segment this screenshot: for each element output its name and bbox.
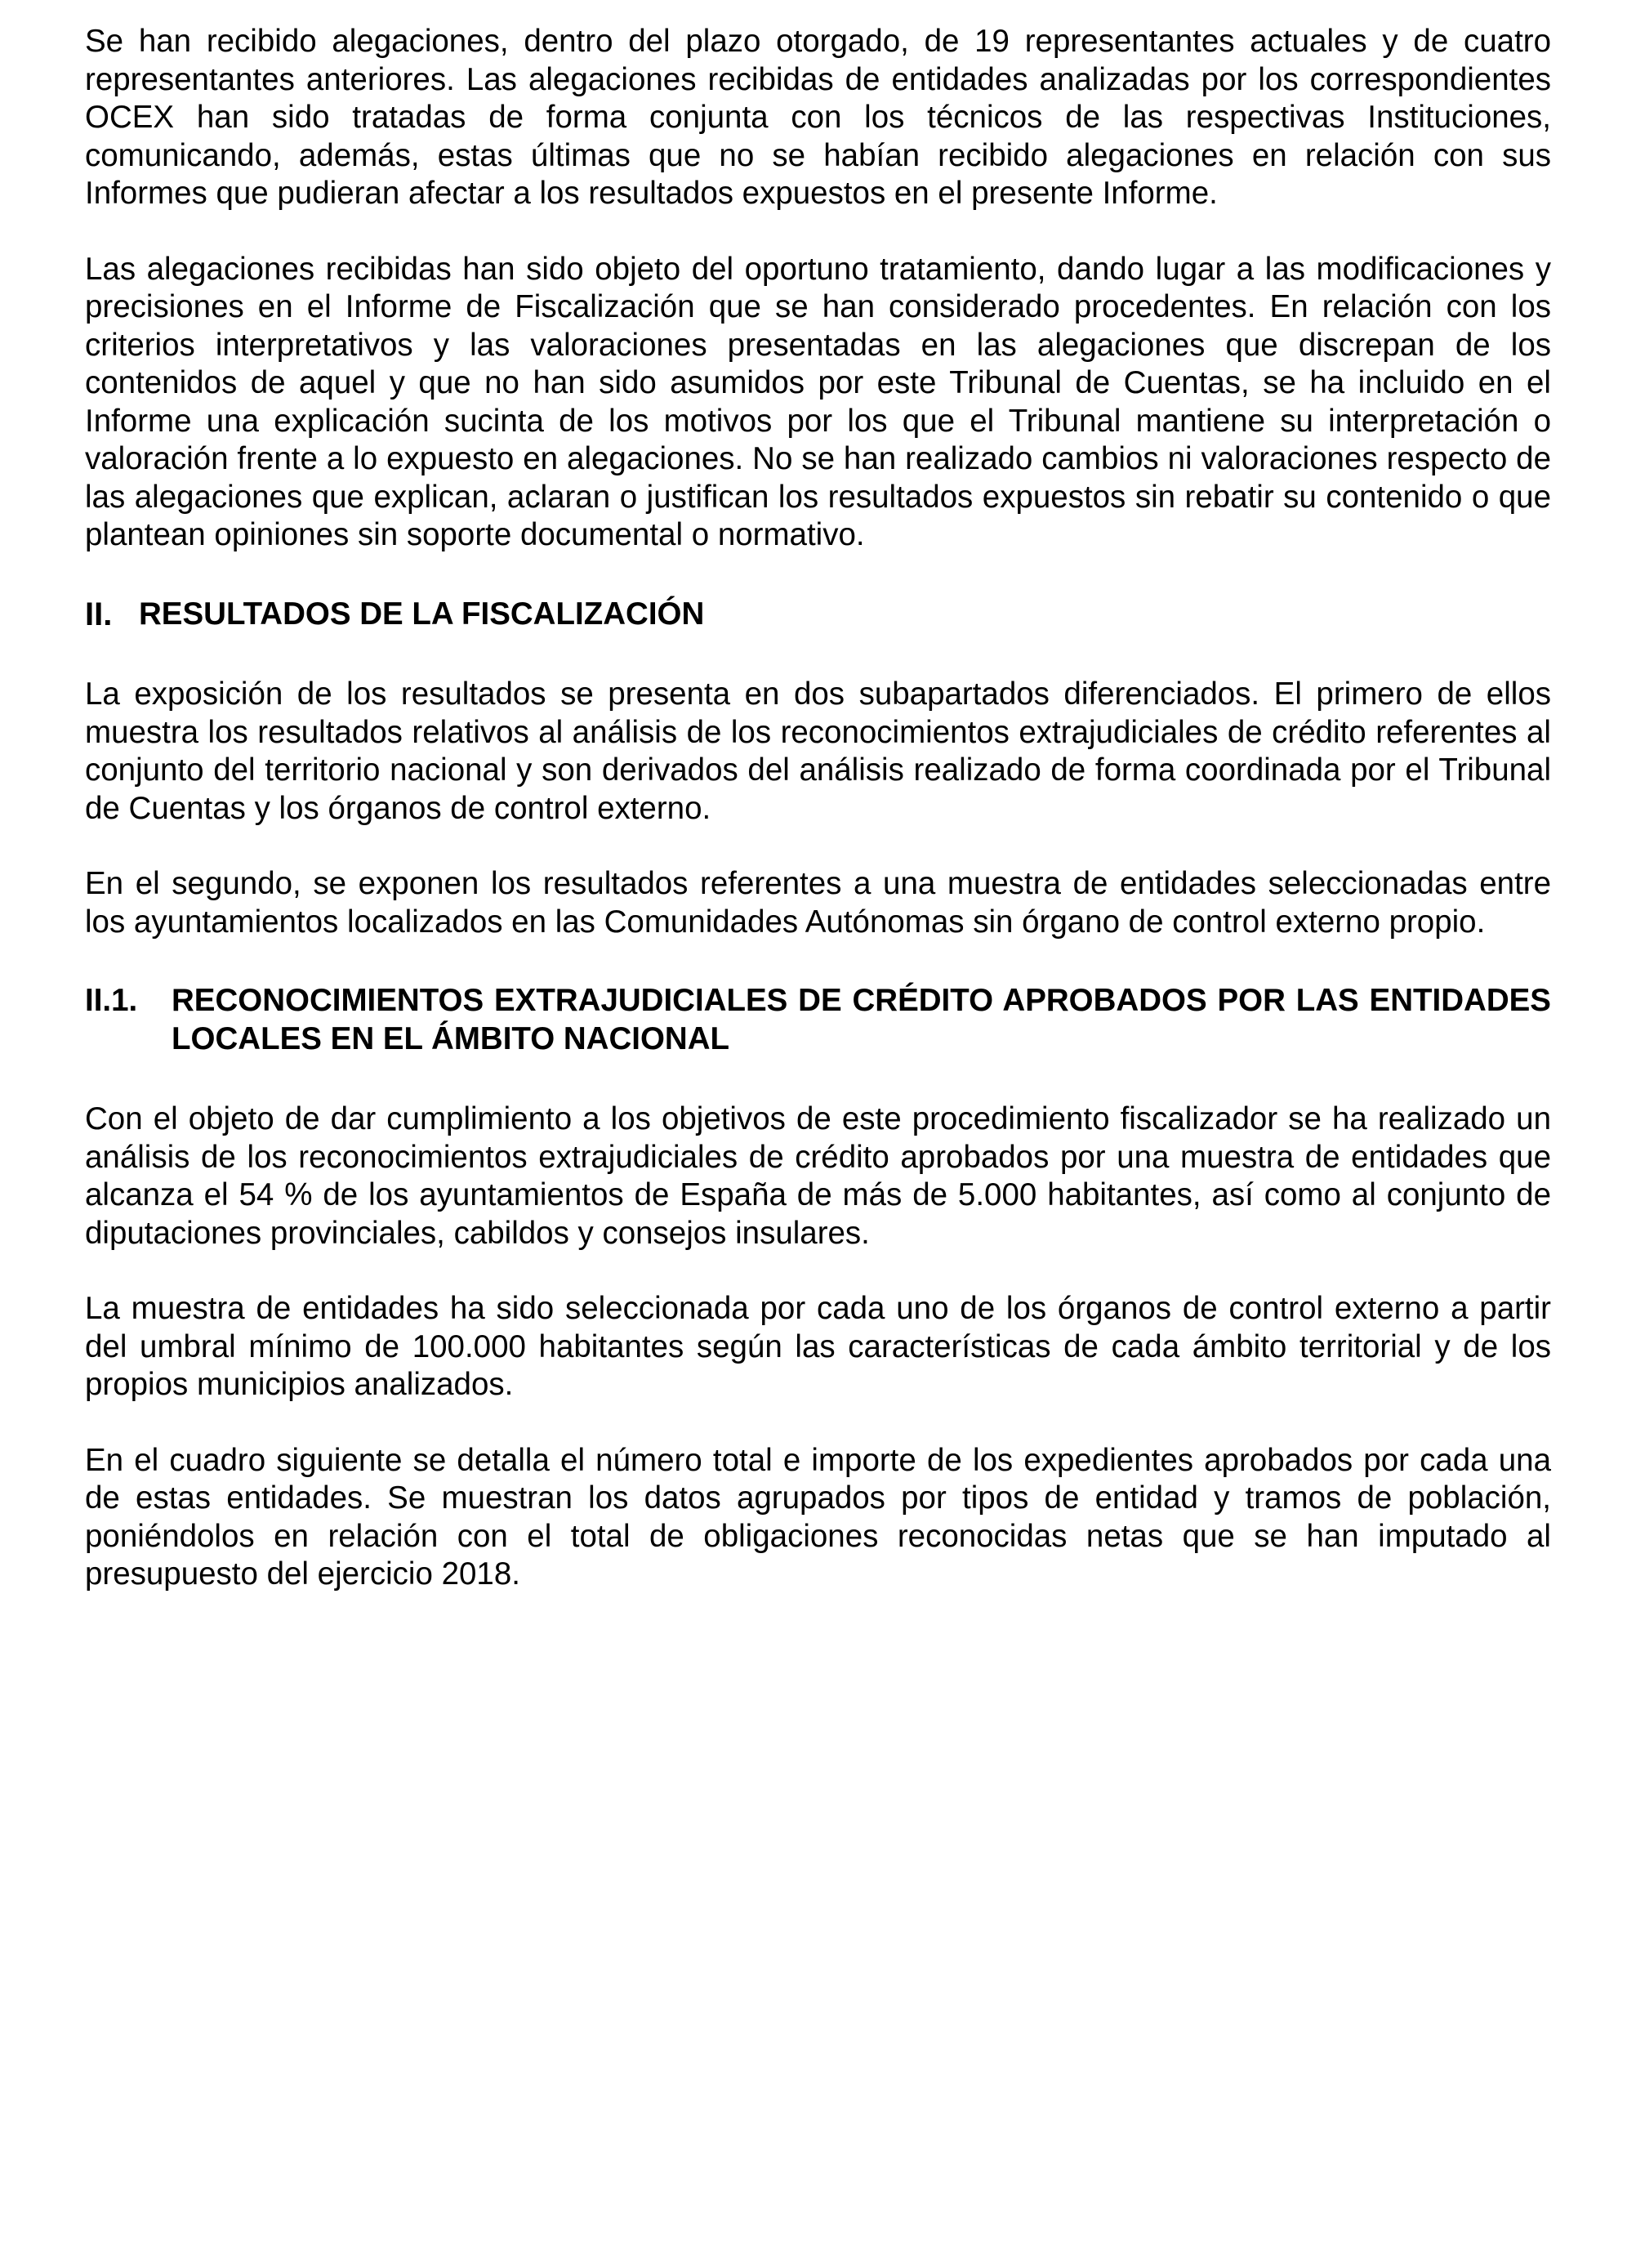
section-heading-resultados xyxy=(85,596,1551,634)
paragraph-muestra-entidades: La muestra de entidades ha sido seleccionada por cada uno de los órganos de control externo a partir del umbral mínimo de 100.000 habitantes según las características de cada ámbito territorial y de los propios municipios analizados. xyxy=(85,1291,1551,1402)
subsection-title: RECONOCIMIENTOS EXTRAJUDICIALES DE CRÉDITO APROBADOS POR LAS ENTIDADES LOCALES EN EL ÁMBITO NACIONAL xyxy=(172,983,1551,1056)
paragraph-segundo-subapartado: En el segundo, se exponen los resultados referentes a una muestra de entidades seleccionadas entre los ayuntamientos localizados en las Comunidades Autónomas sin órgano de control externo propio. xyxy=(85,866,1551,940)
paragraph-cuadro-siguiente: En el cuadro siguiente se detalla el número total e importe de los expedientes aprobados por cada una de estas entidades. Se muestran los datos agrupados por tipos de entidad y tramos de población, poniéndolos en relación con el total de obligaciones reconocidas netas que se han imputado al presupuesto del ejercicio 2018. xyxy=(85,1442,1551,1592)
paragraph-alegaciones-recibidas: Se han recibido alegaciones, dentro del plazo otorgado, de 19 representantes actuales y de cuatro representantes anteriores. Las alegaciones recibidas de entidades analizadas por los correspondientes OCEX han sido tratadas de forma conjunta con los técnicos de las respectivas Instituciones, comunicando, además, estas últimas que no se habían recibido alegaciones en relación con sus Informes que pudieran afectar a los resultados expuestos en el presente Informe. xyxy=(85,24,1551,211)
subsection-heading-reconocimientos xyxy=(85,982,1551,1058)
paragraph-tratamiento-alegaciones: Las alegaciones recibidas han sido objeto del oportuno tratamiento, dando lugar a las modificaciones y precisiones en el Informe de Fiscalización que se han considerado procedentes. En relación con los criterios interpretativos y las valoraciones presentadas en las alegaciones que discrepan de los contenidos de aquel y que no han sido asumidos por este Tribunal de Cuentas, se ha incluido en el Informe una explicación sucinta de los motivos por los que el Tribunal mantiene su interpretación o valoración frente a lo expuesto en alegaciones. No se han realizado cambios ni valoraciones respecto de las alegaciones que explican, aclaran o justifican los resultados expuestos sin rebatir su contenido o que plantean opiniones sin soporte documental o normativo. xyxy=(85,251,1551,552)
paragraph-exposicion-resultados: La exposición de los resultados se presenta en dos subapartados diferenciados. El primero de ellos muestra los resultados relativos al análisis de los reconocimientos extrajudiciales de crédito referentes al conjunto del territorio nacional y son derivados del análisis realizado de forma coordinada por el Tribunal de Cuentas y los órganos de control externo. xyxy=(85,676,1551,826)
subsection-number: II.1. xyxy=(85,983,138,1018)
paragraph-objeto-procedimiento: Con el objeto de dar cumplimiento a los objetivos de este procedimiento fiscalizador se ha realizado un análisis de los reconocimientos extrajudiciales de crédito aprobados por una muestra de entidades que alcanza el 54 % de los ayuntamientos de España de más de 5.000 habitantes, así como al conjunto de diputaciones provinciales, cabildos y consejos insulares. xyxy=(85,1101,1551,1251)
document-page xyxy=(85,23,1551,1594)
section-title: RESULTADOS DE LA FISCALIZACIÓN xyxy=(139,596,705,632)
section-number: II. xyxy=(85,596,113,632)
